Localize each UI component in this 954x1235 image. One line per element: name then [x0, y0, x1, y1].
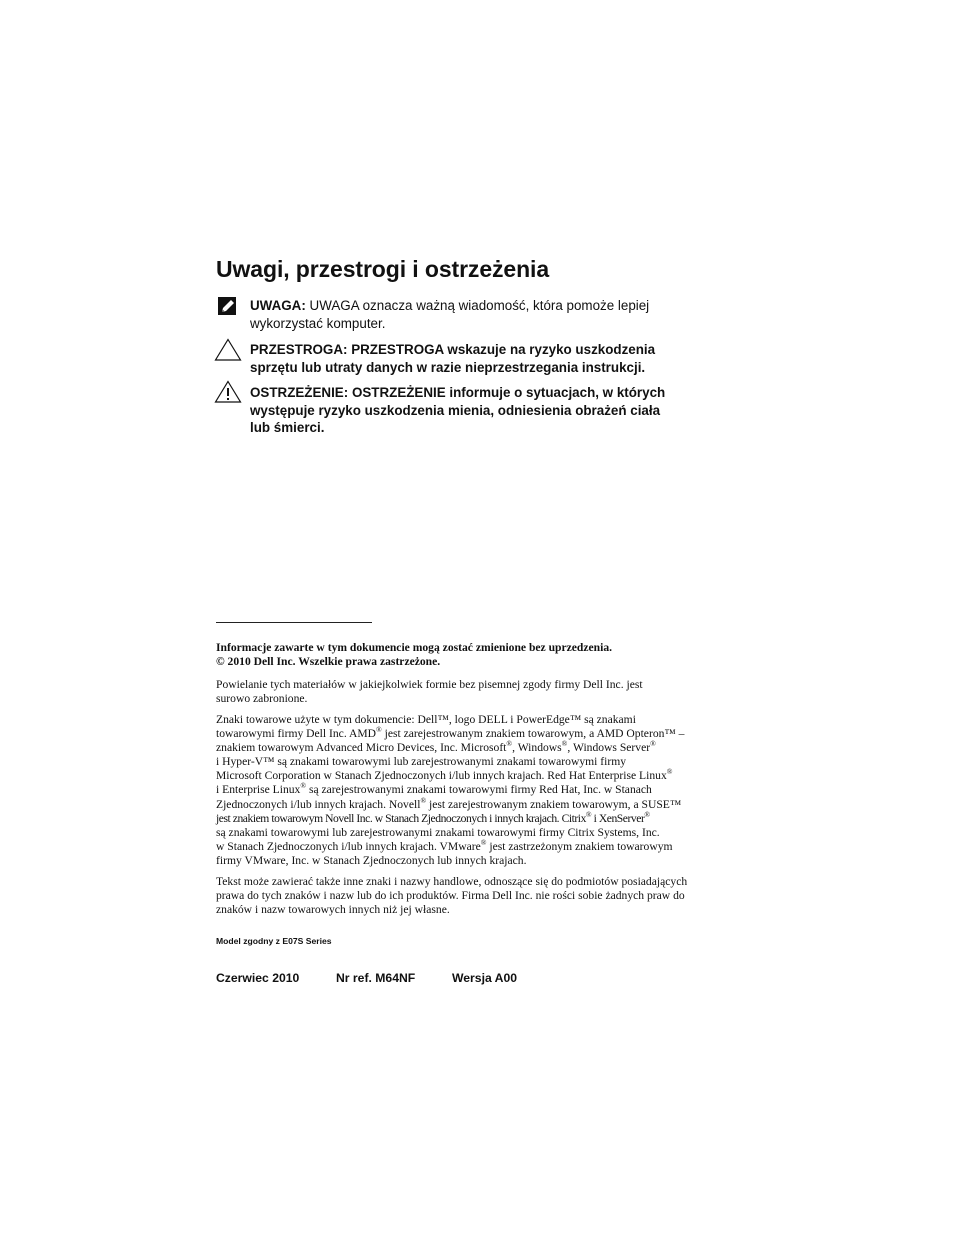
registered-mark: ®: [376, 725, 382, 735]
registered-mark: ®: [644, 809, 650, 819]
warning-exclamation-triangle-icon: [213, 380, 243, 409]
reference-number: Nr ref. M64NF: [336, 971, 416, 985]
note-notice: [250, 297, 690, 332]
other-marks-line: prawa do tych znaków i nazw lub do ich produktów. Firma Dell Inc. nie rości sobie żadnych praw do: [216, 889, 685, 903]
copyright-line: © 2010 Dell Inc. Wszelkie prawa zastrzeżone.: [216, 655, 441, 669]
tm-line: znakiem towarowym Advanced Micro Devices, Inc. Microsoft: [216, 741, 507, 755]
footer-divider: [216, 622, 372, 623]
tm-line: jest znakiem towarowym Novell Inc. w Stanach Zjednoczonych i innych krajach. Citrix: [216, 811, 586, 825]
note-text-cont: wykorzystać komputer.: [250, 315, 386, 331]
registered-mark: ®: [480, 837, 487, 847]
tm-line: Znaki towarowe użyte w tym dokumencie: Dell™, logo DELL i PowerEdge™ są znakami: [216, 713, 636, 726]
release-date: Czerwiec 2010: [216, 971, 300, 985]
registered-mark: ®: [585, 809, 592, 819]
tm-line: są zarejestrowanymi znakami towarowymi firmy Red Hat, Inc. w Stanach: [306, 783, 652, 797]
tm-line: i XenServer: [591, 811, 645, 825]
warning-text-cont: występuje ryzyko uszkodzenia mienia, odniesienia obrażeń ciała: [250, 402, 661, 418]
release-info: [216, 971, 517, 985]
registered-mark: ®: [506, 739, 513, 749]
info-change-line: Informacje zawarte w tym dokumencie mogą zostać zmienione bez uprzedzenia.: [216, 641, 613, 654]
tm-line: towarowymi firmy Dell Inc. AMD: [216, 727, 377, 741]
registered-mark: ®: [420, 795, 427, 805]
warning-text: OSTRZEŻENIE informuje o sytuacjach, w których: [351, 385, 666, 400]
trademarks-notice: [216, 713, 726, 868]
tm-line: i Enterprise Linux: [216, 783, 301, 797]
tm-line: firmy VMware, Inc. w Stanach Zjednoczonych lub innych krajach.: [216, 853, 527, 867]
tm-line: jest zarejestrowanym znakiem towarowym, a AMD Opteron™ –: [381, 727, 685, 741]
registered-mark: ®: [666, 767, 673, 777]
caution-notice: [250, 341, 690, 376]
other-marks-line: Tekst może zawierać także inne znaki i nazwy handlowe, odnoszące się do podmiotów posiadających: [216, 875, 688, 888]
note-label: UWAGA:: [250, 298, 306, 313]
note-text: UWAGA oznacza ważną wiadomość, która pomoże lepiej: [309, 298, 650, 313]
registered-mark: ®: [650, 739, 656, 749]
legal-notice: [216, 641, 716, 669]
caution-text-cont: sprzętu lub utraty danych w razie nieprzestrzegania instrukcji.: [250, 359, 646, 375]
tm-line: Zjednoczonych i/lub innych krajach. Novell: [216, 797, 421, 811]
reproduction-line-1: Powielanie tych materiałów w jakiejkolwiek formie bez pisemnej zgody firmy Dell Inc. jest: [216, 678, 643, 691]
registered-mark: ®: [300, 781, 307, 791]
caution-text: PRZESTROGA wskazuje na ryzyko uszkodzenia: [351, 342, 656, 357]
warning-notice: [250, 384, 690, 437]
caution-label: PRZESTROGA:: [250, 342, 348, 357]
warning-text-cont2: lub śmierci.: [250, 420, 325, 435]
tm-line: jest zastrzeżonym znakiem towarowym: [486, 839, 673, 853]
tm-line: , Windows: [512, 741, 562, 755]
reproduction-notice: [216, 678, 716, 706]
tm-line: Microsoft Corporation w Stanach Zjednoczonych i/lub innych krajach. Red Hat Enterprise Linux: [216, 769, 667, 783]
note-pencil-icon: [213, 295, 241, 324]
caution-triangle-icon: [213, 338, 243, 367]
other-marks-line: znaków i nazw towarowych innych niż jej własne.: [216, 903, 450, 917]
tm-line: , Windows Server: [567, 741, 651, 755]
tm-line: jest zarejestrowanym znakiem towarowym, a SUSE™: [426, 797, 682, 811]
tm-line: są znakami towarowymi lub zarejestrowanymi znakami towarowymi firmy Citrix Systems, Inc.: [216, 825, 660, 839]
tm-line: i Hyper-V™ są znakami towarowymi lub zarejestrowanymi znakami towarowymi firmy: [216, 755, 627, 769]
registered-mark: ®: [561, 739, 568, 749]
version: Wersja A00: [452, 971, 518, 985]
other-marks-notice: [216, 875, 726, 917]
page-title: Uwagi, przestrogi i ostrzeżenia: [216, 256, 550, 282]
tm-line: w Stanach Zjednoczonych i/lub innych krajach. VMware: [216, 839, 481, 853]
model-line: Model zgodny z E07S Series: [216, 936, 332, 946]
warning-label: OSTRZEŻENIE:: [250, 385, 349, 400]
reproduction-line-2: surowo zabronione.: [216, 692, 308, 706]
